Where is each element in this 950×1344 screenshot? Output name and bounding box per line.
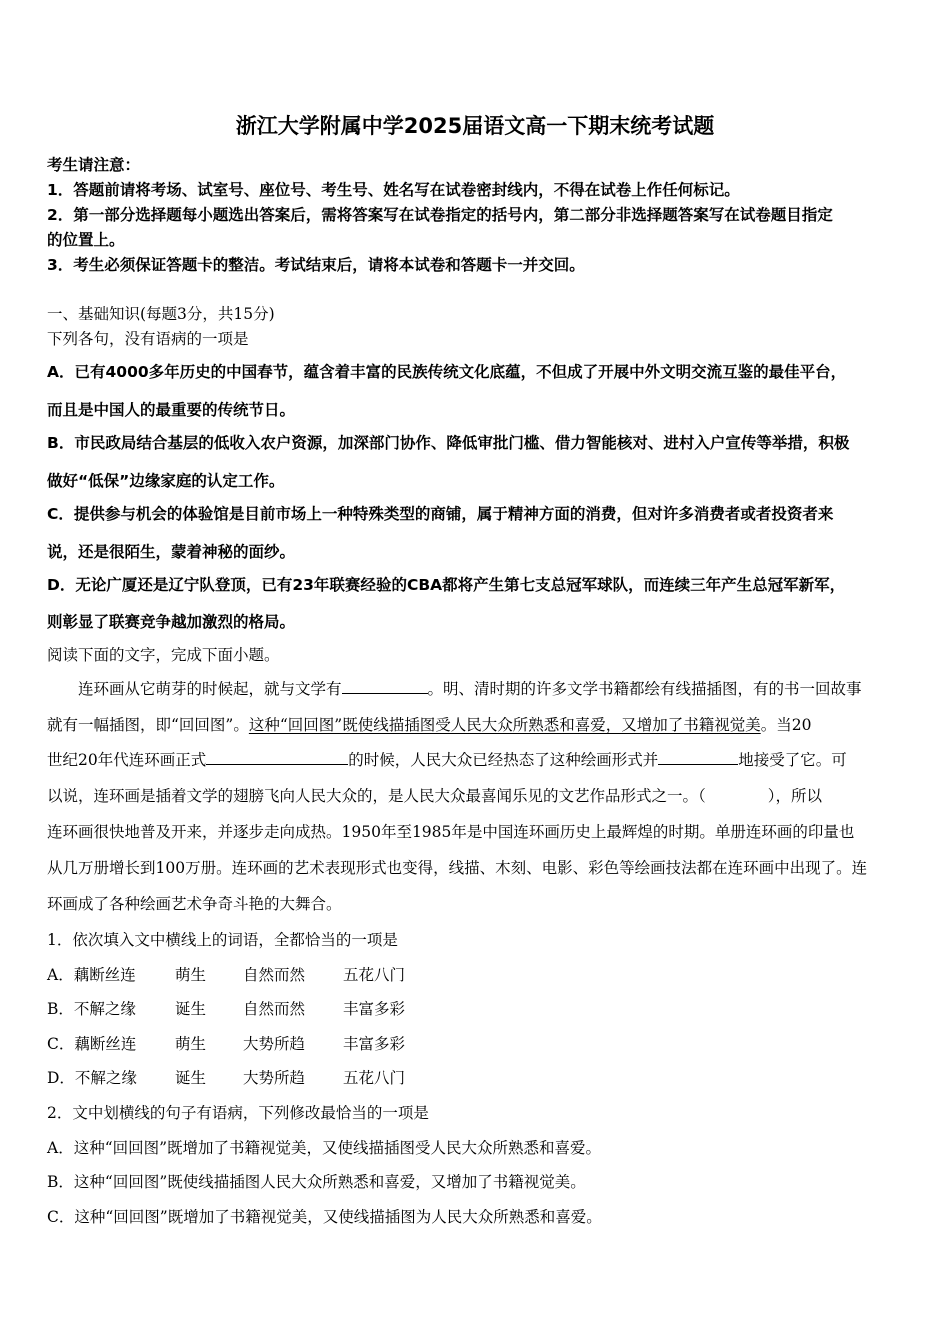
- fill-blank-2: [206, 748, 348, 765]
- notice-item: 3．考生必须保证答题卡的整洁。考试结束后，请将本试卷和答题卡一并交回。: [47, 256, 585, 274]
- option-a-line2: 而且是中国人的最重要的传统节日。: [47, 401, 296, 419]
- q1-option-b: B．不解之缘 诞生 自然而然 丰富多彩: [47, 1000, 406, 1018]
- q2-stem: 2．文中划横线的句子有语病，下列修改最恰当的一项是: [47, 1104, 429, 1122]
- passage-line: 从几万册增长到100万册。连环画的艺术表现形式也变得，线描、木刻、电影、彩色等绘画技法都在连环画中出现了。连: [47, 859, 868, 877]
- passage-line: 连环画很快地普及开来，并逐步走向成热。1950年至1985年是中国连环画历史上最辉煌的时期。单册连环画的印量也: [47, 823, 855, 841]
- q2-option-a: A．这种“回回图”既增加了书籍视觉美，又使线描插图受人民大众所熟悉和喜爱。: [47, 1139, 602, 1157]
- option-d-line2: 则彰显了联赛竞争越加激烈的格局。: [47, 613, 296, 631]
- q1-option-d: D．不解之缘 诞生 大势所趋 五花八门: [47, 1069, 406, 1087]
- fill-blank-1: [342, 677, 428, 694]
- notice-item: 2．第一部分选择题每小题选出答案后，需将答案写在试卷指定的括号内，第二部分非选择题答案写在试卷题目指定: [47, 206, 833, 224]
- reading-intro: 阅读下面的文字，完成下面小题。: [47, 646, 280, 664]
- option-c-line1: C．提供参与机会的体验馆是目前市场上一种特殊类型的商铺，属于精神方面的消费，但对许多消费者或者投资者来: [47, 505, 834, 523]
- q2-option-c: C．这种“回回图”既增加了书籍视觉美，又使线描插图为人民大众所熟悉和喜爱。: [47, 1208, 602, 1226]
- option-d-line1: D．无论广厦还是辽宁队登顶，已有23年联赛经验的CBA都将产生第七支总冠军球队，而连续三年产生总冠军新军，: [47, 576, 846, 594]
- passage-line: 环画成了各种绘画艺术争奇斗艳的大舞合。: [47, 895, 342, 913]
- q2-option-b: B．这种“回回图”既使线描插图人民大众所熟悉和喜爱，又增加了书籍视觉美。: [47, 1173, 586, 1191]
- q1-stem: 1．依次填入文中横线上的词语，全都恰当的一项是: [47, 931, 398, 949]
- section-heading: 一、基础知识(每题3分，共15分): [47, 305, 275, 323]
- underlined-sentence: 这种“回回图”既使线描插图受人民大众所熟悉和喜爱，又增加了书籍视觉美: [248, 716, 761, 734]
- exam-title: 浙江大学附属中学2025届语文高一下期末统考试题: [235, 114, 715, 138]
- option-b-line1: B．市民政局结合基层的低收入农户资源，加深部门协作、降低审批门槛、借力智能核对、进村入户宣传等举措，积极: [47, 434, 850, 452]
- fill-blank-3: [658, 748, 738, 765]
- option-c-line2: 说，还是很陌生，蒙着神秘的面纱。: [47, 543, 296, 561]
- passage-line: 就有一幅插图，即“回回图”。这种“回回图”既使线描插图受人民大众所熟悉和喜爱，又增加了书籍视觉美。当20: [47, 716, 812, 734]
- q1-option-c: C．藕断丝连 萌生 大势所趋 丰富多彩: [47, 1035, 406, 1053]
- q1-option-a: A．藕断丝连 萌生 自然而然 五花八门: [47, 966, 406, 984]
- passage-line: 以说，连环画是插着文学的翅膀飞向人民大众的，是人民大众最喜闻乐见的文艺作品形式之一。（ ），所以: [47, 787, 823, 805]
- notice-item: 的位置上。: [47, 231, 125, 249]
- question-stem: 下列各句，没有语病的一项是: [47, 330, 249, 348]
- option-b-line2: 做好“低保”边缘家庭的认定工作。: [47, 472, 285, 490]
- passage-line: 世纪20年代连环画正式 的时候，人民大众已经热态了这种绘画形式并 地接受了它。可: [47, 748, 847, 770]
- notice-item: 1．答题前请将考场、试室号、座位号、考生号、姓名写在试卷密封线内，不得在试卷上作任何标记。: [47, 181, 740, 199]
- notice-heading: 考生请注意：: [47, 156, 141, 174]
- passage-line: 连环画从它萌芽的时候起，就与文学有 。明、清时期的许多文学书籍都绘有线描插图，有的书一回故事: [78, 677, 862, 699]
- option-a-line1: A．已有4000多年历史的中国春节，蕴含着丰富的民族传统文化底蕴，不但成了开展中外文明交流互鉴的最佳平台，: [47, 363, 847, 381]
